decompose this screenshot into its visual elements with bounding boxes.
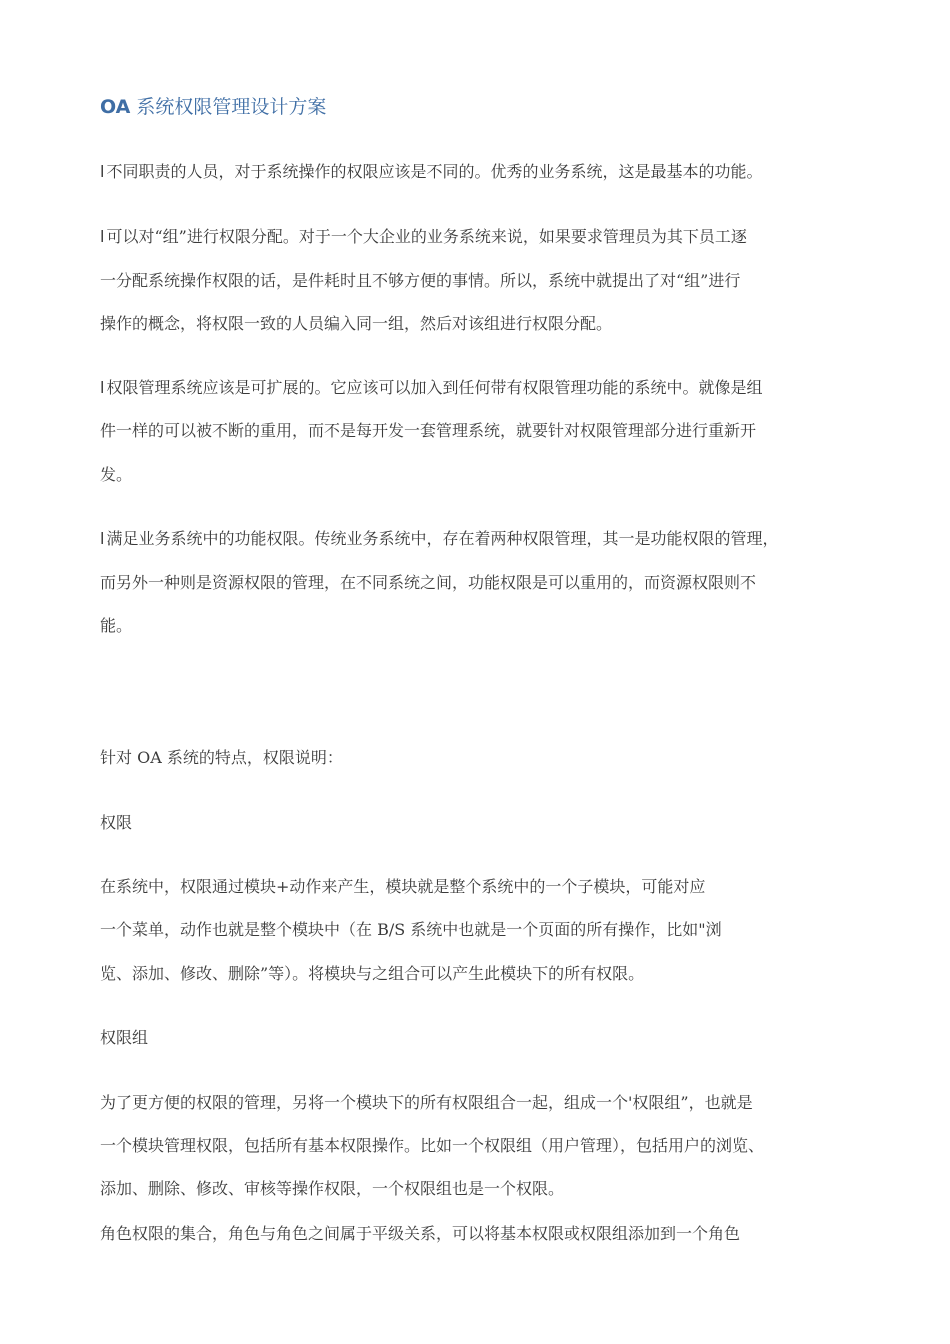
heading-permission: 权限 <box>100 813 133 832</box>
bullet-item-3 <box>100 378 762 398</box>
bullet-marker: l <box>100 529 105 548</box>
bullet-3-line-2: 件一样的可以被不断的重用，而不是每开发一套管理系统，就要针对权限管理部分进行重新开 <box>100 421 757 440</box>
document-title <box>100 92 326 119</box>
bullet-4-line-2: 而另外一种则是资源权限的管理，在不同系统之间，功能权限是可以重用的，而资源权限则不 <box>100 573 757 592</box>
bullet-1-line-1: 不同职责的人员，对于系统操作的权限应该是不同的。优秀的业务系统，这是最基本的功能。 <box>106 162 763 181</box>
bullet-2-line-3: 操作的概念，将权限一致的人员编入同一组，然后对该组进行权限分配。 <box>100 314 613 333</box>
bullet-item-2 <box>100 227 747 247</box>
title-rest: 系统权限管理设计方案 <box>130 96 327 118</box>
bullet-3-line-1: 权限管理系统应该是可扩展的。它应该可以加入到任何带有权限管理功能的系统中。就像是组 <box>106 378 763 397</box>
bullet-item-1 <box>100 162 762 182</box>
group-line-2: 一个模块管理权限，包括所有基本权限操作。比如一个权限组（用户管理），包括用户的浏览、 <box>100 1136 765 1155</box>
bullet-2-line-1: 可以对“组”进行权限分配。对于一个大企业的业务系统来说，如果要求管理员为其下员工逐 <box>106 227 747 246</box>
intro-text: 针对 OA 系统的特点，权限说明： <box>100 748 343 767</box>
group-line-3: 添加、删除、修改、审核等操作权限，一个权限组也是一个权限。 <box>100 1179 565 1198</box>
heading-permission-group: 权限组 <box>100 1028 149 1047</box>
bullet-4-line-3: 能。 <box>100 616 133 635</box>
bullet-4-line-1: 满足业务系统中的功能权限。传统业务系统中，存在着两种权限管理，其一是功能权限的管理， <box>106 529 779 548</box>
permission-line-3: 览、添加、修改、删除”等）。将模块与之组合可以产生此模块下的所有权限。 <box>100 964 645 983</box>
role-line-1: 角色权限的集合，角色与角色之间属于平级关系，可以将基本权限或权限组添加到一个角色 <box>100 1224 741 1243</box>
bullet-marker: l <box>100 227 105 246</box>
bullet-marker: l <box>100 378 105 397</box>
permission-line-1: 在系统中，权限通过模块+动作来产生，模块就是整个系统中的一个子模块，可能对应 <box>100 877 706 896</box>
bullet-3-line-3: 发。 <box>100 465 133 484</box>
permission-line-2: 一个菜单，动作也就是整个模块中（在 B/S 系统中也就是一个页面的所有操作，比如"浏 <box>100 920 722 939</box>
bullet-marker: l <box>100 162 105 181</box>
bullet-2-line-2: 一分配系统操作权限的话，是件耗时且不够方便的事情。所以，系统中就提出了对“组”进行 <box>100 271 741 290</box>
group-line-1: 为了更方便的权限的管理，另将一个模块下的所有权限组合一起，组成一个'权限组”，也就是 <box>100 1093 753 1112</box>
title-latin: OA <box>100 96 131 118</box>
bullet-item-4 <box>100 529 778 549</box>
